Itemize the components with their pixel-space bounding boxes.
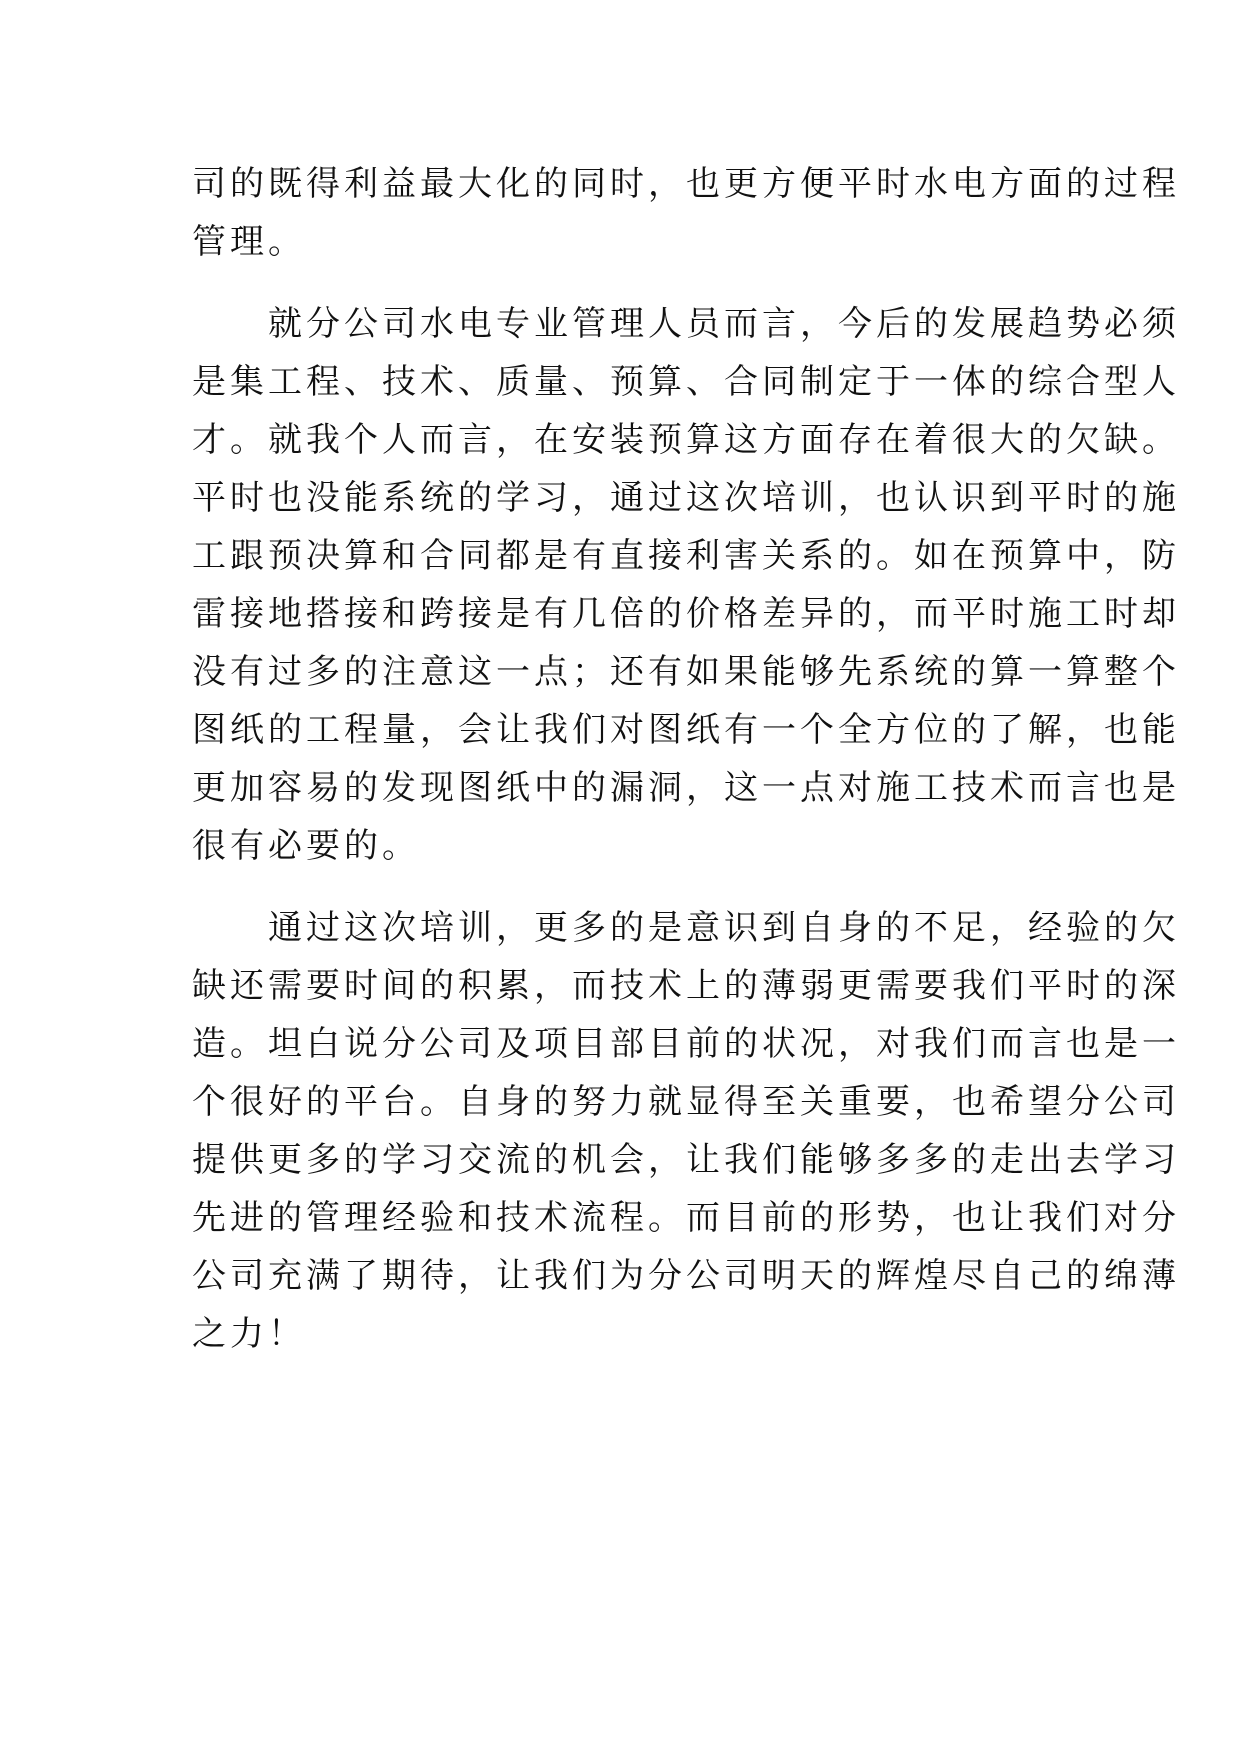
text-line: 是集工程、技术、质量、预算、合同制定于一体的综合型人 [192,362,1180,402]
text-line: 造。坦白说分公司及项目部目前的状况，对我们而言也是一 [192,1024,1180,1064]
text-line: 平时也没能系统的学习，通过这次培训，也认识到平时的施 [192,478,1180,518]
text-line: 更加容易的发现图纸中的漏洞，这一点对施工技术而言也是 [192,768,1180,808]
paragraph-spacer [192,875,1052,899]
text-line: 之力！ [192,1314,306,1354]
paragraph-1 [192,155,1180,271]
text-line: 通过这次培训，更多的是意识到自身的不足，经验的欠 [192,908,1180,948]
text-line: 才。就我个人而言，在安装预算这方面存在着很大的欠缺。 [192,420,1180,460]
text-line: 提供更多的学习交流的机会，让我们能够多多的走出去学习 [192,1140,1180,1180]
text-line: 公司充满了期待，让我们为分公司明天的辉煌尽自己的绵薄 [192,1256,1180,1296]
text-line: 图纸的工程量，会让我们对图纸有一个全方位的了解，也能 [192,710,1180,750]
text-line: 个很好的平台。自身的努力就显得至关重要，也希望分公司 [192,1082,1180,1122]
text-line: 没有过多的注意这一点；还有如果能够先系统的算一算整个 [192,652,1180,692]
text-line: 司的既得利益最大化的同时，也更方便平时水电方面的过程 [192,164,1180,204]
paragraph-2 [192,295,1180,875]
paragraph-3 [192,899,1180,1363]
text-line: 就分公司水电专业管理人员而言，今后的发展趋势必须 [192,304,1180,344]
text-line: 工跟预决算和合同都是有直接利害关系的。如在预算中，防 [192,536,1180,576]
text-line: 雷接地搭接和跨接是有几倍的价格差异的，而平时施工时却 [192,594,1180,634]
text-line: 先进的管理经验和技术流程。而目前的形势，也让我们对分 [192,1198,1180,1238]
text-line: 缺还需要时间的积累，而技术上的薄弱更需要我们平时的深 [192,966,1180,1006]
paragraph-spacer [192,271,1052,295]
text-line: 管理。 [192,222,306,262]
document-body [192,155,1180,1363]
text-line: 很有必要的。 [192,826,420,866]
